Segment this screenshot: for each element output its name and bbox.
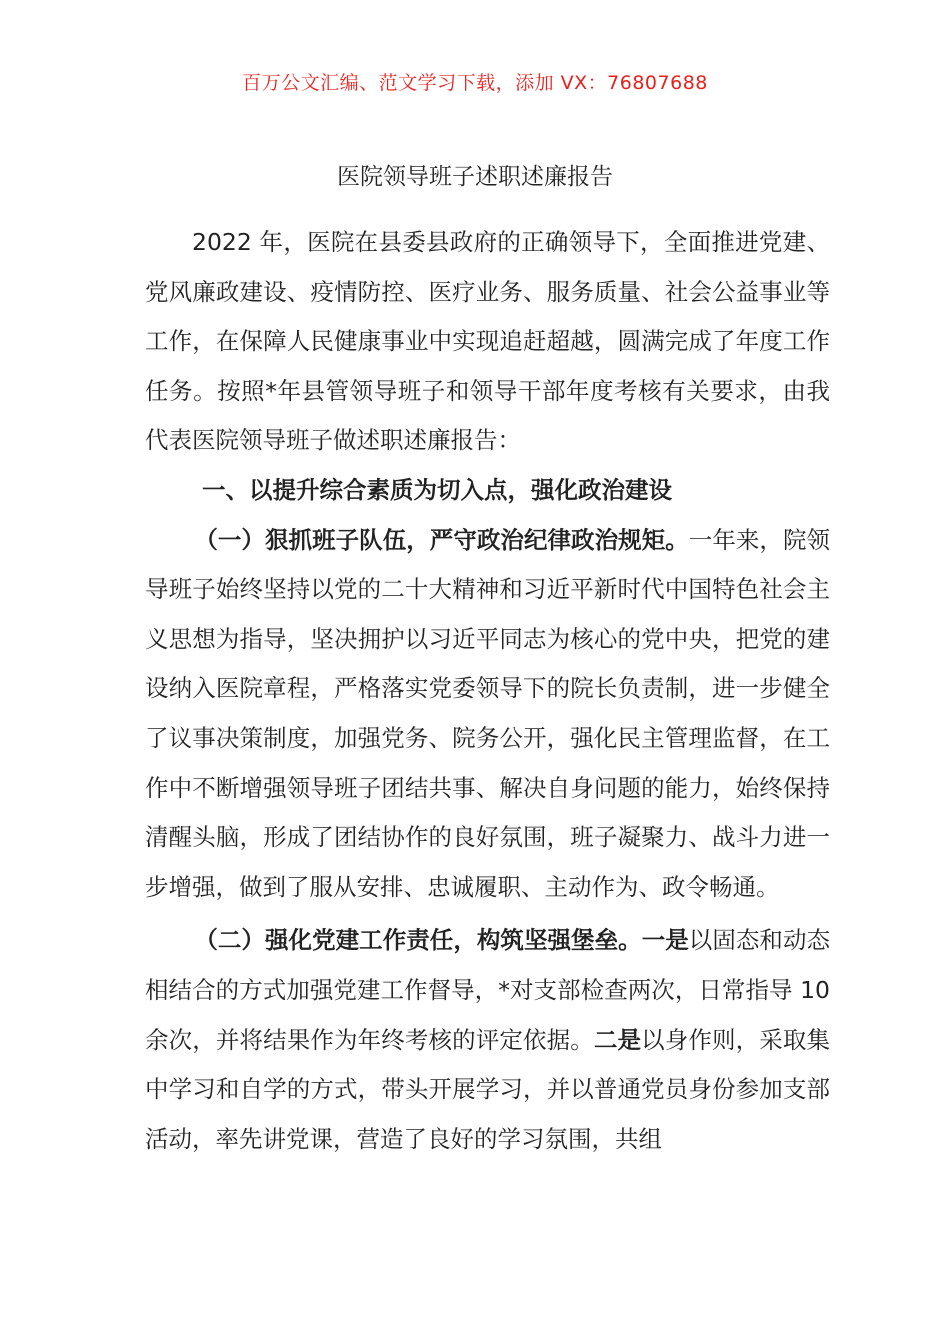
intro-paragraph: 2022 年，医院在县委县政府的正确领导下，全面推进党建、党风廉政建设、疫情防控、医疗业务、服务质量、社会公益事业等工作，在保障人民健康事业中实现追赶超越，圆满完成了年度工作任务。按照*年县管领导班子和领导干部年度考核有关要求，由我代表医院领导班子做述职述廉报告： — [145, 228, 830, 455]
item-2-text: 以身作则，采取集中学习和自学的方式，带头开展学习，并以普通党员身份参加支部活动，率先讲党课，营造了良好的学习氛围，共组 — [145, 1025, 830, 1153]
item-1-text: 以固态和动态相结合的方式加强党建工作督导，*对支部检查两次，日常指导 10 余次，并将结果作为年终考核的评定依据。 — [145, 926, 831, 1054]
paragraph-1-lead: （一）狠抓班子队伍，严守政治纪律政治规矩。 — [194, 525, 689, 554]
document-title: 医院领导班子述职述廉报告 — [337, 164, 613, 190]
section-heading-1 — [145, 466, 830, 516]
item-2-label: 二是 — [593, 1025, 642, 1054]
item-1-label: 一是 — [641, 926, 689, 955]
section-heading-text: 一、以提升综合素质为切入点，强化政治建设 — [202, 475, 672, 504]
paragraph-1-text: 一年来，院领导班子始终坚持以党的二十大精神和习近平新时代中国特色社会主义思想为指导，坚决拥护以习近平同志为核心的党中央，把党的建设纳入医院章程，严格落实党委领导下的院长负责制，进一步健全了议事决策制度，加强党务、院务公开，强化民主管理监督，在工作中不断增强领导班子团结共事、解决自身问题的能力，始终保持清醒头脑，形成了团结协作的良好氛围，班子凝聚力、战斗力进一步增强，做到了服从安排、忠诚履职、主动作为、政令畅通。 — [145, 525, 831, 901]
paragraph-2-lead: （二）强化党建工作责任，构筑坚强堡垒。 — [194, 926, 642, 955]
document-body — [145, 218, 830, 1164]
paragraph-2 — [145, 916, 830, 1164]
paragraph-1 — [145, 516, 830, 913]
watermark-header: 百万公文汇编、范文学习下载，添加 VX：76807688 — [242, 72, 708, 94]
